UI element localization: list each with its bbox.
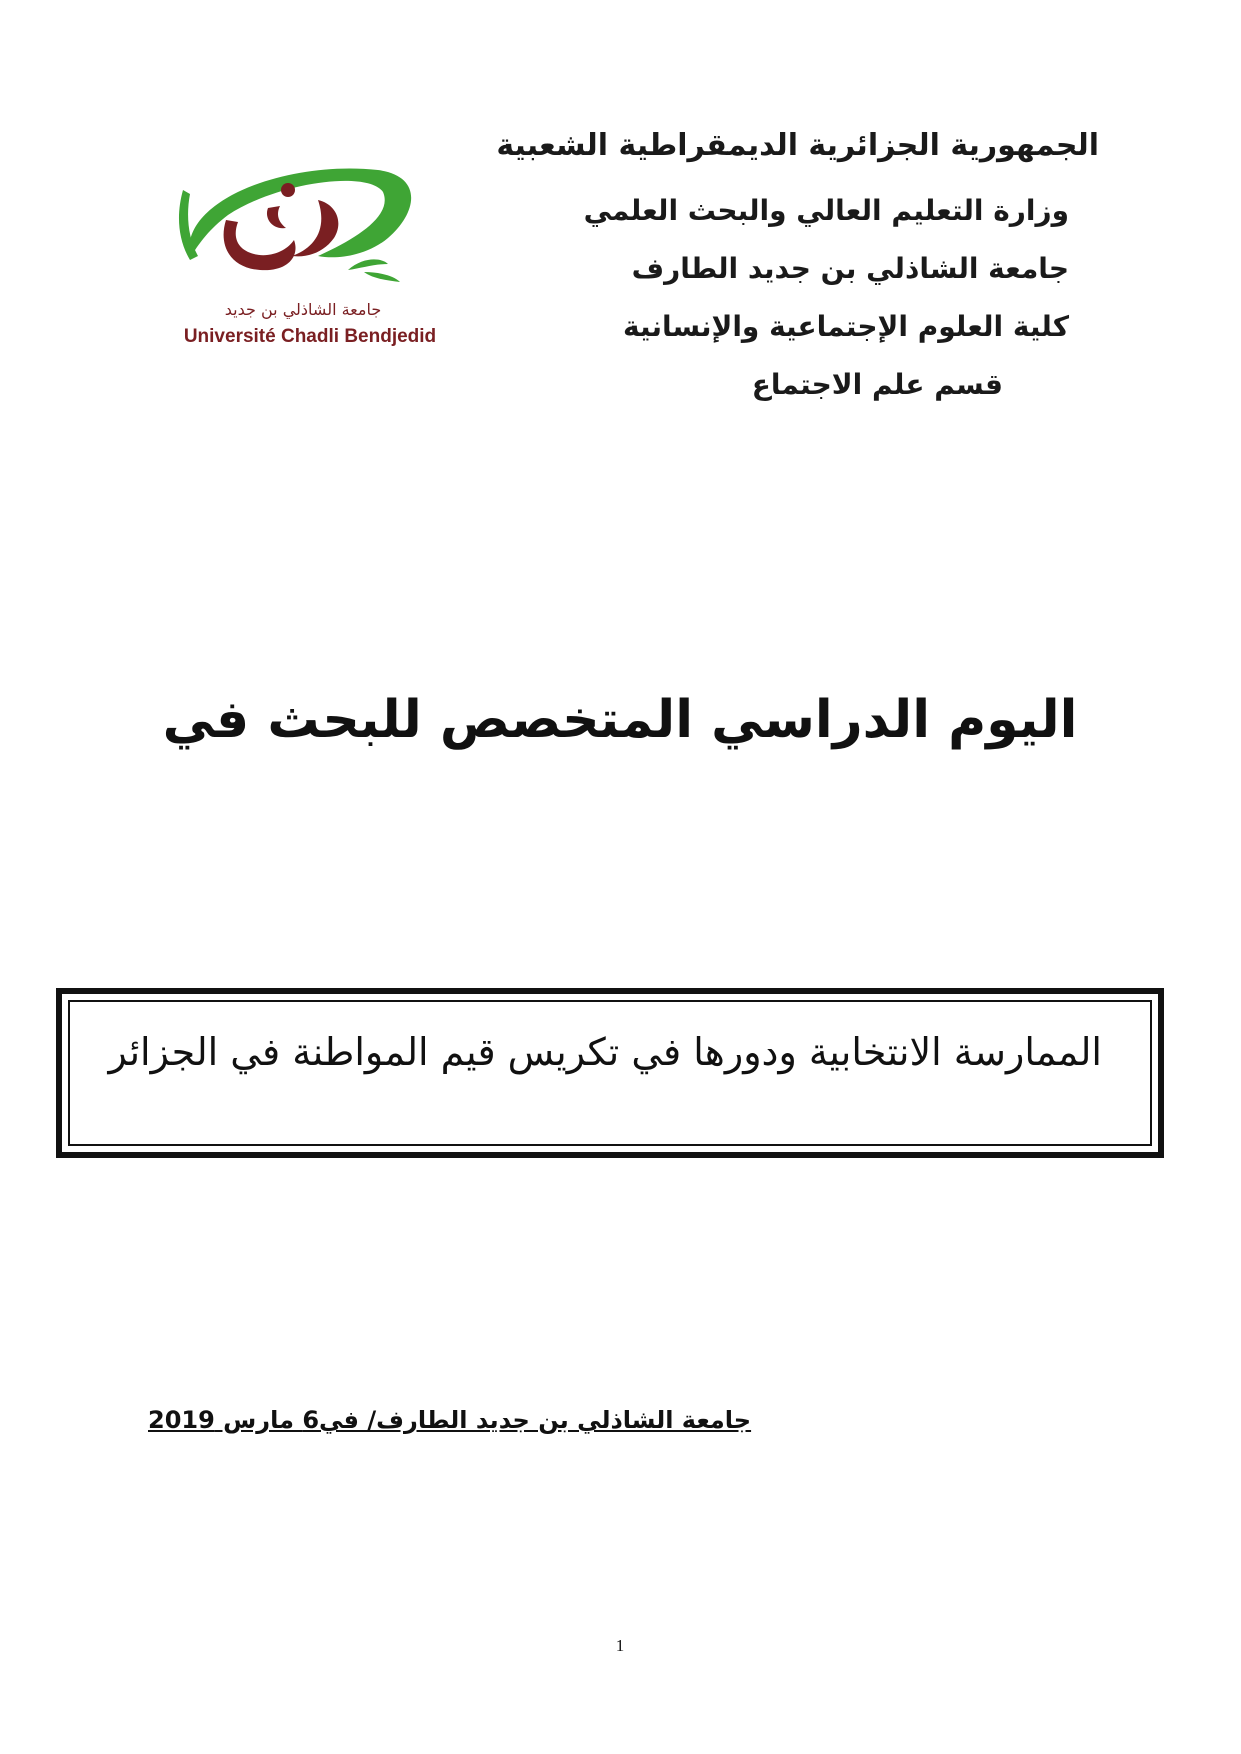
header-faculty: كلية العلوم الإجتماعية والإنسانية <box>623 310 1069 343</box>
header-republic: الجمهورية الجزائرية الديمقراطية الشعبية <box>496 128 1099 163</box>
topic-text: الممارسة الانتخابية ودورها في تكريس قيم المواطنة في الجزائر <box>108 1030 1102 1074</box>
study-day-title: اليوم الدراسي المتخصص للبحث في <box>162 690 1078 750</box>
header-ministry: وزارة التعليم العالي والبحث العلمي <box>583 194 1069 227</box>
university-logo <box>168 160 448 360</box>
topic-box <box>56 988 1164 1158</box>
topic-box-inner-border <box>68 1000 1152 1146</box>
header-university: جامعة الشاذلي بن جديد الطارف <box>631 252 1069 285</box>
university-logo-emblem <box>168 160 448 310</box>
logo-french-name: Université Chadli Bendjedid <box>183 326 437 347</box>
page-number: 1 <box>615 1636 625 1655</box>
footer-place-date: جامعة الشاذلي بن جديد الطارف/ في6 مارس 2019 <box>148 1406 752 1434</box>
header-department: قسم علم الاجتماع <box>751 368 1003 401</box>
logo-arabic-name: جامعة الشاذلي بن جديد <box>224 300 382 319</box>
